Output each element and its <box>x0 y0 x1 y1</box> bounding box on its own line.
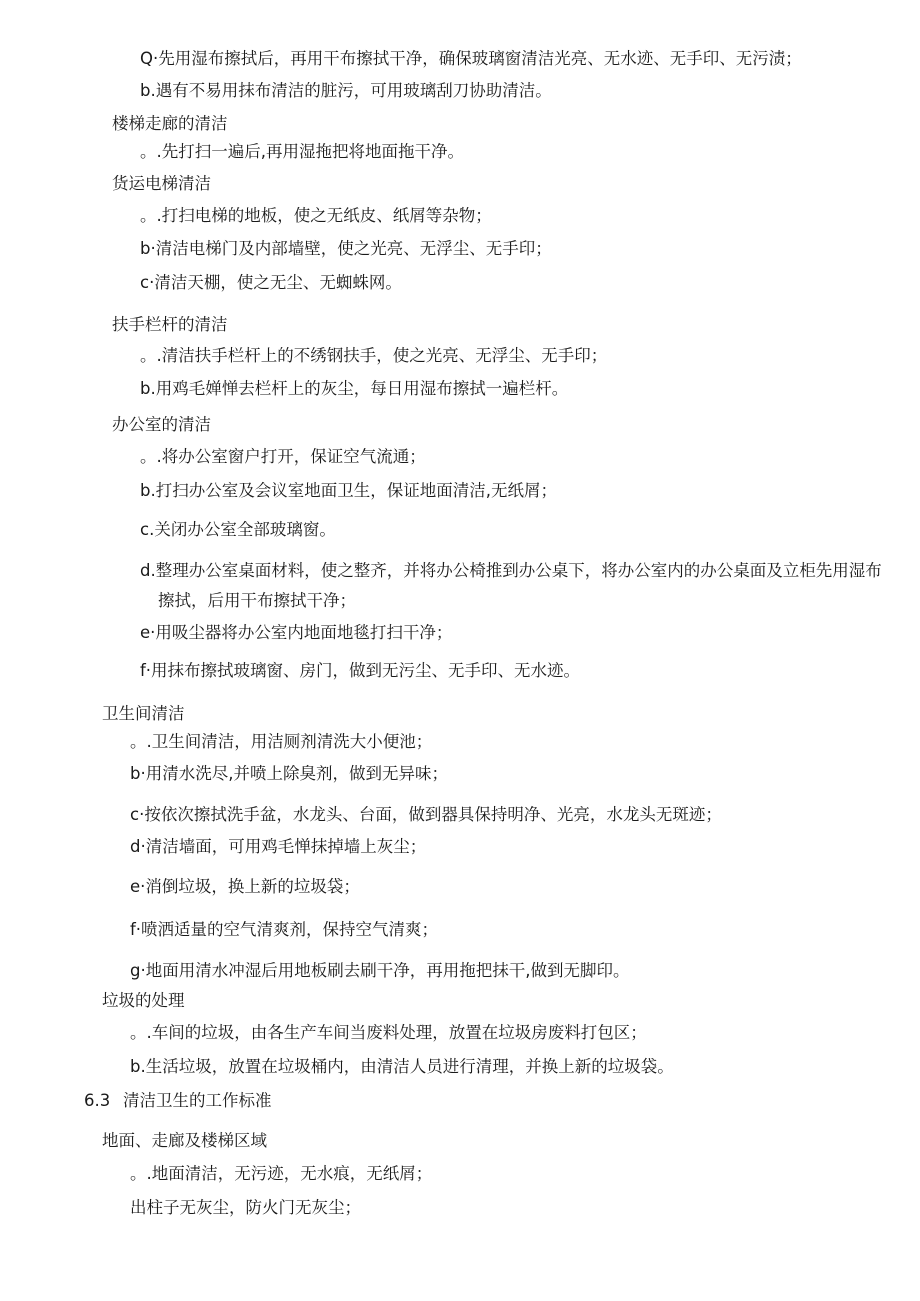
floor-item-b: 出柱子无灰尘，防火门无灰尘； <box>130 1198 361 1217</box>
office-item-b: b.打扫办公室及会议室地面卫生，保证地面清洁,无纸屑； <box>140 481 557 500</box>
garbage-item-b: b.生活垃圾，放置在垃圾桶内，由清洁人员进行清理，并换上新的垃圾袋。 <box>130 1057 674 1076</box>
restroom-item-f: f·喷洒适量的空气清爽剂，保持空气清爽； <box>130 920 439 939</box>
restroom-item-d: d·清洁墙面，可用鸡毛惮抹掉墙上灰尘； <box>130 837 427 856</box>
handrail-heading: 扶手栏杆的清洁 <box>112 315 228 334</box>
restroom-item-c: c·按依次擦拭洗手盆，水龙头、台面，做到器具保持明净、光亮，水龙头无斑迹； <box>130 805 722 824</box>
stair-item-a: 。.先打扫一遍后,再用湿拖把将地面拖干净。 <box>140 142 464 161</box>
office-item-c: c.关闭办公室全部玻璃窗。 <box>140 520 336 539</box>
window-item-b: b.遇有不易用抹布清洁的脏污，可用玻璃刮刀协助清洁。 <box>140 81 552 100</box>
garbage-heading: 垃圾的处理 <box>102 991 185 1010</box>
elevator-heading: 货运电梯清洁 <box>112 174 211 193</box>
handrail-item-b: b.用鸡毛婵惮去栏杆上的灰尘，每日用湿布擦拭一遍栏杆。 <box>140 379 569 398</box>
office-item-d <box>140 556 890 616</box>
office-item-e: e·用吸尘器将办公室内地面地毯打扫干净； <box>140 623 453 642</box>
office-heading: 办公室的清洁 <box>112 415 211 434</box>
elevator-item-b: b·清洁电梯门及内部墙壁，使之光亮、无浮尘、无手印； <box>140 239 552 258</box>
handrail-item-a: 。.清洁扶手栏杆上的不绣钢扶手，使之光亮、无浮尘、无手印； <box>140 346 608 365</box>
restroom-item-g: g·地面用清水冲湿后用地板刷去刷干净，再用拖把抹干,做到无脚印。 <box>130 961 630 980</box>
floor-heading: 地面、走廊及楼梯区域 <box>102 1131 267 1150</box>
section-6-3-number: 6.3 <box>84 1091 111 1110</box>
garbage-item-a: 。.车间的垃圾，由各生产车间当废料处理，放置在垃圾房废料打包区； <box>130 1023 647 1042</box>
restroom-item-a: 。.卫生间清洁，用洁厕剂清洗大小便池； <box>130 732 433 751</box>
office-item-d-text: d.整理办公室桌面材料，使之整齐，并将办公椅推到办公桌下，将办公室内的办公桌面及立柜先用湿布擦拭，后用干布擦拭干净； <box>140 561 882 610</box>
restroom-heading: 卫生间清洁 <box>102 704 185 723</box>
office-item-f: f·用抹布擦拭玻璃窗、房门，做到无污尘、无手印、无水迹。 <box>140 661 581 680</box>
stair-heading: 楼梯走廊的清洁 <box>112 114 228 133</box>
restroom-item-b: b·用清水洗尽,并喷上除臭剂，做到无异味； <box>130 764 448 783</box>
elevator-item-c: c·清洁天棚，使之无尘、无蜘蛛网。 <box>140 273 402 292</box>
section-6-3-title: 清洁卫生的工作标准 <box>123 1091 272 1110</box>
restroom-item-e: e·消倒垃圾，换上新的垃圾袋； <box>130 877 360 896</box>
window-item-a: Q·先用湿布擦拭后，再用干布擦拭干净，确保玻璃窗清洁光亮、无水迹、无手印、无污渍； <box>140 49 802 68</box>
floor-item-a: 。.地面清洁，无污迹，无水痕，无纸屑； <box>130 1164 433 1183</box>
office-item-a: 。.将办公室窗户打开，保证空气流通； <box>140 447 426 466</box>
elevator-item-a: 。.打扫电梯的地板，使之无纸皮、纸屑等杂物； <box>140 206 492 225</box>
